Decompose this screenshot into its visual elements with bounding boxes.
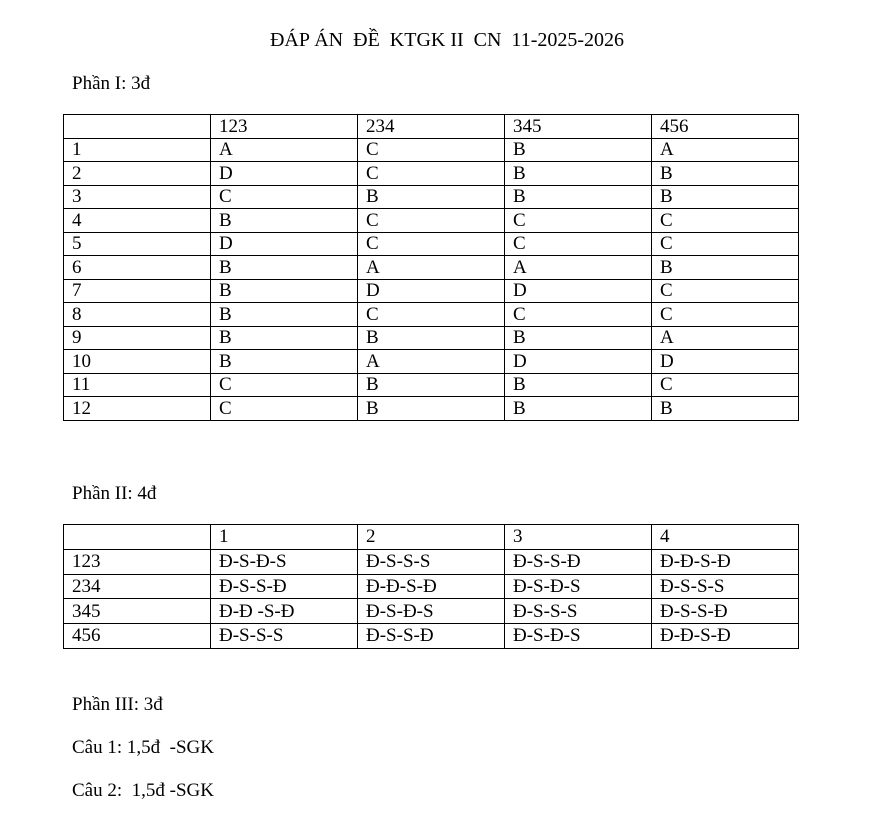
part1-table-cell: B <box>505 373 652 397</box>
part1-table-cell: C <box>358 303 505 327</box>
document-title: ĐÁP ÁN ĐỀ KTGK II CN 11-2025-2026 <box>269 29 625 51</box>
part1-table-cell: 12 <box>64 397 211 421</box>
part1-table-row <box>64 279 799 303</box>
part2-table-cell: 456 <box>64 624 211 649</box>
part2-table-cell: Đ-S-Đ-S <box>505 574 652 599</box>
part1-table-cell: A <box>652 138 799 162</box>
part1-table-cell: A <box>358 350 505 374</box>
part1-table-row <box>64 209 799 233</box>
part1-table-row <box>64 350 799 374</box>
part3-item-2: Câu 2: 1,5đ -SGK <box>72 780 214 801</box>
part1-header-cell: 345 <box>505 115 652 139</box>
part1-table-cell: 6 <box>64 256 211 280</box>
part1-table-cell: C <box>358 138 505 162</box>
part2-header-cell: 4 <box>652 525 799 550</box>
part1-table-row <box>64 232 799 256</box>
part1-table-cell: A <box>505 256 652 280</box>
part1-table-cell: B <box>358 185 505 209</box>
part1-table-cell: C <box>652 373 799 397</box>
part1-table-cell: C <box>358 162 505 186</box>
part1-table-cell: B <box>211 303 358 327</box>
part1-table-cell: B <box>652 185 799 209</box>
part1-table-cell: 4 <box>64 209 211 233</box>
part1-table-cell: D <box>211 232 358 256</box>
part1-table-cell: 11 <box>64 373 211 397</box>
part1-table-cell: D <box>652 350 799 374</box>
part1-table-cell: 3 <box>64 185 211 209</box>
part1-table-cell: A <box>652 326 799 350</box>
part2-header-cell: 2 <box>358 525 505 550</box>
part2-table-cell: 123 <box>64 549 211 574</box>
part2-table-cell: Đ-S-S-Đ <box>358 624 505 649</box>
part1-table-cell: C <box>652 279 799 303</box>
part2-table-row <box>64 599 799 624</box>
part1-table-cell: B <box>505 326 652 350</box>
part2-table-cell: Đ-S-Đ-S <box>505 624 652 649</box>
part2-table-cell: Đ-S-Đ-S <box>358 599 505 624</box>
part1-table-cell: 10 <box>64 350 211 374</box>
part1-table-cell: 7 <box>64 279 211 303</box>
part1-table-cell: C <box>211 397 358 421</box>
part2-answer-table <box>63 524 799 649</box>
part1-header-cell: 123 <box>211 115 358 139</box>
part1-table-row <box>64 373 799 397</box>
part1-table-row <box>64 162 799 186</box>
part1-table-cell: 9 <box>64 326 211 350</box>
part3-label: Phần III: 3đ <box>72 694 163 715</box>
part1-table-row <box>64 326 799 350</box>
part1-table-cell: B <box>652 397 799 421</box>
part2-table-cell: Đ-S-S-S <box>652 574 799 599</box>
part1-table-cell: B <box>211 326 358 350</box>
part1-table-cell: B <box>505 138 652 162</box>
part1-table-cell: B <box>505 185 652 209</box>
part1-table-cell: B <box>505 162 652 186</box>
part1-table-cell: C <box>505 303 652 327</box>
part1-table-cell: 1 <box>64 138 211 162</box>
part1-table-cell: B <box>211 209 358 233</box>
part1-table-row <box>64 303 799 327</box>
part2-header-cell: 3 <box>505 525 652 550</box>
part1-table-cell: C <box>652 303 799 327</box>
part1-table-row <box>64 397 799 421</box>
part2-header-cell <box>64 525 211 550</box>
part1-table-cell: B <box>652 256 799 280</box>
part1-table-cell: C <box>652 209 799 233</box>
part2-table-cell: 345 <box>64 599 211 624</box>
part1-header-cell <box>64 115 211 139</box>
part2-table-row <box>64 574 799 599</box>
part1-table-cell: C <box>505 209 652 233</box>
part1-table-cell: C <box>211 185 358 209</box>
part1-answer-table <box>63 114 799 421</box>
part1-table-cell: A <box>358 256 505 280</box>
part2-table-cell: Đ-Đ -S-Đ <box>211 599 358 624</box>
part2-table-cell: Đ-Đ-S-Đ <box>652 549 799 574</box>
part1-table-cell: D <box>358 279 505 303</box>
part1-label: Phần I: 3đ <box>72 73 151 94</box>
part1-table-row <box>64 185 799 209</box>
part1-table-cell: C <box>211 373 358 397</box>
part3-item-1: Câu 1: 1,5đ -SGK <box>72 737 214 758</box>
part1-table-row <box>64 256 799 280</box>
part1-header-cell: 234 <box>358 115 505 139</box>
part1-table-cell: 2 <box>64 162 211 186</box>
part2-table-cell: Đ-S-S-Đ <box>505 549 652 574</box>
part1-table-cell: B <box>211 256 358 280</box>
part1-table-cell: 5 <box>64 232 211 256</box>
part1-table-cell: D <box>211 162 358 186</box>
part1-table-cell: A <box>211 138 358 162</box>
part2-table-cell: Đ-S-S-S <box>211 624 358 649</box>
part1-table-cell: B <box>211 350 358 374</box>
part2-table-cell: Đ-S-S-S <box>358 549 505 574</box>
part1-header-cell: 456 <box>652 115 799 139</box>
part1-table-row <box>64 138 799 162</box>
part1-table-cell: D <box>505 350 652 374</box>
part1-table-cell: C <box>505 232 652 256</box>
part1-table-cell: C <box>358 232 505 256</box>
part2-label: Phần II: 4đ <box>72 483 157 504</box>
part2-table-row <box>64 624 799 649</box>
part1-table-cell: B <box>358 397 505 421</box>
part1-table-cell: B <box>358 373 505 397</box>
part1-header-row <box>64 115 799 139</box>
part2-table-cell: Đ-Đ-S-Đ <box>358 574 505 599</box>
part1-table-cell: D <box>505 279 652 303</box>
part1-table-cell: B <box>652 162 799 186</box>
part1-table-cell: C <box>358 209 505 233</box>
part2-table-cell: Đ-Đ-S-Đ <box>652 624 799 649</box>
part2-header-row <box>64 525 799 550</box>
part2-header-cell: 1 <box>211 525 358 550</box>
part1-table-cell: B <box>211 279 358 303</box>
part2-table-cell: Đ-S-S-Đ <box>652 599 799 624</box>
part2-table-cell: 234 <box>64 574 211 599</box>
part2-table-cell: Đ-S-S-S <box>505 599 652 624</box>
part1-table-cell: C <box>652 232 799 256</box>
part2-table-cell: Đ-S-Đ-S <box>211 549 358 574</box>
part1-table-cell: B <box>505 397 652 421</box>
part1-table-cell: 8 <box>64 303 211 327</box>
part1-table-cell: B <box>358 326 505 350</box>
part2-table-cell: Đ-S-S-Đ <box>211 574 358 599</box>
part2-table-row <box>64 549 799 574</box>
